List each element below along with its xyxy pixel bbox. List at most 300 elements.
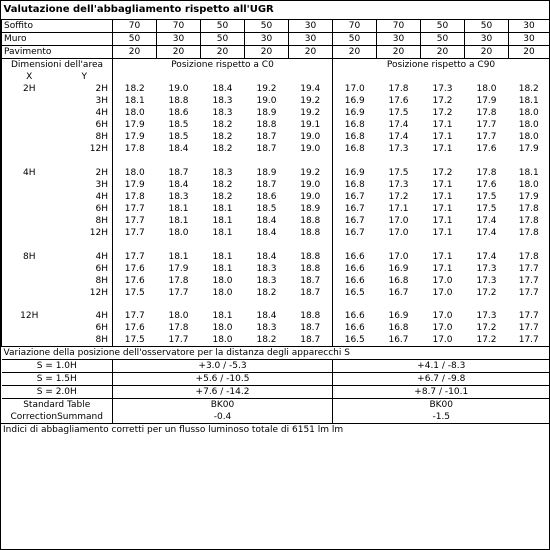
ugr-value-c0: 18.9: [256, 167, 277, 178]
ugr-table: [1, 1, 550, 423]
standard_table-c90: BK00: [429, 400, 454, 411]
variation-note-row: [2, 347, 550, 360]
reflectance-value: 50: [201, 33, 245, 46]
ugr-value-c90: 17.0: [388, 251, 409, 262]
x-dimension: 12H: [2, 310, 57, 322]
x-dimension: [2, 215, 57, 227]
x-dimension: [2, 287, 57, 299]
ugr-value-c90: 17.1: [432, 227, 453, 238]
y-dimension: 3H: [57, 179, 113, 191]
ugr-value-c0: 18.4: [212, 84, 233, 94]
cell: [113, 155, 333, 167]
table-row: [2, 203, 550, 215]
ugr-value-c90: 17.7: [476, 132, 497, 142]
ugr-value-c0: 18.0: [168, 227, 189, 238]
ugr-value-c90: 16.6: [344, 251, 365, 262]
y-dimension: 12H: [57, 143, 113, 155]
ugr-value-c0: 18.1: [212, 215, 233, 226]
ugr-value-c90: 17.0: [388, 227, 409, 238]
reflectance-value: 30: [465, 33, 509, 46]
ugr-value-c0: 18.7: [256, 144, 277, 154]
group-gap-row: [2, 299, 550, 311]
ugr-value-c0: 18.9: [256, 108, 277, 118]
position-c90-header: Posizione rispetto a C90: [333, 59, 550, 72]
standard_table-row: [2, 399, 550, 412]
column-subheader-row: [2, 71, 550, 83]
ugr-value-c90: 17.1: [388, 203, 409, 214]
cell: [333, 239, 550, 251]
ugr-value-c90: 17.5: [388, 167, 409, 178]
y-dimension: 3H: [57, 95, 113, 107]
ugr-value-c0: 17.9: [124, 120, 145, 130]
table-row: [2, 215, 550, 227]
cell: [57, 239, 113, 251]
column-header-row: [2, 59, 550, 72]
ugr-value-c90: 17.1: [432, 251, 453, 262]
ugr-value-c90: 17.1: [432, 179, 453, 190]
spacing-label: S = 1.5H: [2, 373, 113, 386]
reflectance-value: 50: [201, 20, 245, 33]
reflectance-value: 70: [333, 20, 377, 33]
y-dimension: 2H: [57, 83, 113, 95]
ugr-value-c0: 18.5: [168, 120, 189, 130]
reflectance-value: 30: [289, 20, 333, 33]
x-dimension: [2, 95, 57, 107]
ugr-value-c0: 19.0: [256, 96, 277, 106]
spacing-row: [2, 360, 550, 373]
ugr-value-c0: 18.1: [212, 251, 233, 262]
y-dimension: 12H: [57, 287, 113, 299]
ugr-value-c0: 18.0: [168, 311, 189, 322]
ugr-value-c0: 18.1: [212, 227, 233, 238]
ugr-value-c90: 17.4: [476, 215, 497, 226]
x-dimension: 8H: [2, 251, 57, 263]
ugr-value-c0: 18.2: [212, 191, 233, 202]
spacing-c0-value: +3.0 / -5.3: [113, 360, 333, 373]
ugr-value-c90: 16.6: [344, 275, 365, 286]
reflectance-value: 50: [245, 20, 289, 33]
ugr-value-c90: 17.4: [388, 132, 409, 142]
ugr-value-c0: 18.1: [212, 203, 233, 214]
ugr-value-c90: 17.3: [476, 263, 497, 274]
x-dimension: [2, 227, 57, 239]
cell: [57, 299, 113, 311]
ugr-value-c0: 18.4: [256, 251, 277, 262]
cell: [113, 239, 333, 251]
position-c0-header: Posizione rispetto a C0: [113, 59, 333, 72]
table-row: [2, 107, 550, 119]
ugr-value-c90: 17.9: [509, 143, 550, 155]
ugr-value-c0: 18.3: [256, 275, 277, 286]
reflectance-label: Pavimento: [2, 46, 113, 59]
ugr-value-c90: 16.8: [344, 132, 365, 142]
cell: [2, 239, 57, 251]
ugr-value-c90: 17.8: [509, 227, 550, 239]
ugr-value-c90: 16.6: [344, 311, 365, 322]
ugr-value-c0: 17.7: [168, 335, 189, 346]
ugr-value-c0: 17.8: [168, 275, 189, 286]
ugr-value-c0: 17.5: [124, 287, 145, 298]
ugr-value-c0: 17.7: [124, 227, 145, 238]
reflectance-value: 30: [509, 20, 550, 33]
ugr-value-c90: 17.2: [476, 287, 497, 298]
ugr-value-c90: 16.7: [344, 215, 365, 226]
reflectance-value: 20: [377, 46, 421, 59]
ugr-value-c0: 18.8: [289, 227, 333, 239]
y-dimension: 8H: [57, 275, 113, 287]
ugr-value-c0: 19.0: [289, 131, 333, 143]
table-row: [2, 191, 550, 203]
ugr-value-c90: 17.2: [476, 335, 497, 346]
y-dimension: 2H: [57, 167, 113, 179]
ugr-value-c0: 17.6: [124, 275, 145, 286]
ugr-value-c90: 17.2: [432, 167, 453, 178]
ugr-value-c90: 17.3: [476, 275, 497, 286]
y-dimension: 4H: [57, 191, 113, 203]
y-dimension: 8H: [57, 334, 113, 347]
ugr-value-c90: 16.9: [388, 311, 409, 322]
spacing-c0-value: +5.6 / -10.5: [113, 373, 333, 386]
ugr-value-c0: 19.2: [289, 95, 333, 107]
ugr-value-c90: 17.7: [509, 310, 550, 322]
y-dimension: 8H: [57, 131, 113, 143]
spacing-c0-value: +7.6 / -14.2: [113, 386, 333, 399]
ugr-value-c90: 17.6: [388, 96, 409, 106]
ugr-value-c0: 19.0: [168, 84, 189, 94]
ugr-value-c0: 18.7: [168, 167, 189, 178]
correction-row: [2, 411, 550, 423]
reflectance-value: 30: [377, 33, 421, 46]
ugr-value-c90: 17.7: [509, 287, 550, 299]
ugr-value-c90: 18.1: [509, 95, 550, 107]
table-row: [2, 287, 550, 299]
ugr-value-c0: 17.9: [124, 179, 145, 190]
ugr-value-c90: 17.7: [509, 263, 550, 275]
x-dimension: [2, 143, 57, 155]
y-dimension: 8H: [57, 215, 113, 227]
x-dimension: [2, 119, 57, 131]
ugr-value-c0: 18.7: [289, 334, 333, 347]
ugr-value-c0: 17.5: [124, 335, 145, 346]
ugr-value-c0: 18.4: [256, 311, 277, 322]
ugr-value-c0: 19.0: [289, 191, 333, 203]
ugr-value-c90: 16.7: [344, 203, 365, 214]
ugr-value-c90: 16.6: [344, 323, 365, 334]
ugr-value-c90: 17.8: [509, 215, 550, 227]
x-dimension: [2, 191, 57, 203]
reflectance-value: 20: [201, 46, 245, 59]
ugr-value-c0: 17.7: [124, 251, 145, 262]
spacing-label: S = 2.0H: [2, 386, 113, 399]
y-label: Y: [57, 71, 113, 83]
reflectance-value: 20: [509, 46, 550, 59]
ugr-value-c90: 17.1: [432, 203, 453, 214]
ugr-value-c90: 17.8: [509, 203, 550, 215]
ugr-value-c90: 16.8: [344, 120, 365, 130]
ugr-value-c90: 17.9: [509, 191, 550, 203]
spacing-label: S = 1.0H: [2, 360, 113, 373]
ugr-value-c0: 18.7: [256, 179, 277, 190]
ugr-value-c90: 17.3: [432, 84, 453, 94]
ugr-value-c90: 17.8: [509, 251, 550, 263]
ugr-value-c0: 18.8: [289, 215, 333, 227]
ugr-value-c90: 16.5: [344, 335, 365, 346]
footer-note: Indici di abbagliamento corretti per un flusso luminoso totale di 6151 lm lm: [1, 423, 549, 437]
ugr-value-c0: 18.6: [256, 191, 277, 202]
ugr-value-c90: 17.3: [388, 144, 409, 154]
table-row: [2, 179, 550, 191]
reflectance-value: 50: [421, 20, 465, 33]
ugr-value-c0: 18.5: [256, 203, 277, 214]
table-row: [2, 143, 550, 155]
correction-c90: -1.5: [432, 412, 451, 423]
ugr-value-c90: 17.1: [432, 215, 453, 226]
ugr-value-c0: 18.2: [212, 132, 233, 142]
x-dimension: [2, 322, 57, 334]
standard_table-label: Standard Table: [2, 399, 113, 412]
ugr-value-c0: 18.4: [168, 144, 189, 154]
x-dimension: [2, 203, 57, 215]
ugr-value-c90: 17.3: [476, 311, 497, 322]
spacing-c90-value: +4.1 / -8.3: [333, 360, 550, 373]
ugr-value-c90: 17.0: [432, 311, 453, 322]
ugr-value-c90: 18.2: [509, 83, 550, 95]
y-dimension: 6H: [57, 119, 113, 131]
table-row: [2, 251, 550, 263]
reflectance-value: 30: [289, 33, 333, 46]
reflectance-value: 70: [377, 20, 421, 33]
ugr-value-c0: 18.2: [256, 335, 277, 346]
table-row: [2, 227, 550, 239]
ugr-value-c0: 18.8: [289, 263, 333, 275]
ugr-value-c0: 18.8: [289, 310, 333, 322]
ugr-value-c90: 17.0: [344, 84, 365, 94]
table-row: [2, 263, 550, 275]
reflectance-value: 20: [421, 46, 465, 59]
reflectance-value: 20: [113, 46, 157, 59]
ugr-value-c90: 17.0: [432, 287, 453, 298]
ugr-value-c90: 16.7: [344, 227, 365, 238]
y-dimension: 4H: [57, 310, 113, 322]
ugr-value-c90: 17.8: [388, 84, 409, 94]
ugr-value-c90: 17.5: [388, 108, 409, 118]
ugr-value-c90: 16.9: [344, 108, 365, 118]
ugr-value-c90: 17.5: [476, 191, 497, 202]
x-dimension: [2, 179, 57, 191]
ugr-value-c90: 17.4: [388, 120, 409, 130]
group-gap-row: [2, 239, 550, 251]
ugr-value-c90: 17.0: [432, 335, 453, 346]
ugr-value-c0: 18.3: [256, 263, 277, 274]
ugr-value-c90: 17.2: [432, 108, 453, 118]
y-dimension: 6H: [57, 263, 113, 275]
ugr-value-c90: 17.7: [509, 275, 550, 287]
spacing-c90-value: +8.7 / -10.1: [333, 386, 550, 399]
reflectance-value: 50: [113, 33, 157, 46]
ugr-value-c0: 17.7: [124, 203, 145, 214]
ugr-value-c90: 18.0: [509, 119, 550, 131]
reflectance-value: 30: [157, 33, 201, 46]
y-dimension: 4H: [57, 251, 113, 263]
title-row: [2, 1, 550, 20]
ugr-value-c0: 18.1: [124, 96, 145, 106]
ugr-value-c90: 17.0: [388, 215, 409, 226]
ugr-value-c0: 17.8: [124, 191, 145, 202]
ugr-value-c90: 16.8: [344, 179, 365, 190]
ugr-value-c0: 18.9: [289, 203, 333, 215]
cell: [333, 155, 550, 167]
ugr-value-c90: 16.9: [344, 96, 365, 106]
ugr-value-c90: 17.6: [476, 144, 497, 154]
ugr-value-c0: 18.3: [256, 323, 277, 334]
reflectance-row: [2, 46, 550, 59]
ugr-value-c90: 17.9: [476, 96, 497, 106]
ugr-value-c0: 18.7: [256, 132, 277, 142]
reflectance-value: 30: [245, 33, 289, 46]
x-dimension: [2, 275, 57, 287]
reflectance-label: Muro: [2, 33, 113, 46]
ugr-value-c0: 17.7: [168, 287, 189, 298]
ugr-value-c90: 17.0: [432, 323, 453, 334]
ugr-value-c90: 17.7: [476, 120, 497, 130]
ugr-value-c0: 18.2: [212, 120, 233, 130]
cell: [2, 155, 57, 167]
ugr-value-c0: 19.2: [289, 107, 333, 119]
ugr-value-c0: 18.4: [256, 227, 277, 238]
ugr-value-c0: 18.2: [256, 287, 277, 298]
ugr-value-c0: 18.1: [168, 215, 189, 226]
spacing-row: [2, 373, 550, 386]
table-row: [2, 322, 550, 334]
table-row: [2, 131, 550, 143]
cell: [113, 299, 333, 311]
ugr-value-c0: 18.2: [212, 179, 233, 190]
ugr-value-c90: 18.0: [509, 131, 550, 143]
ugr-value-c0: 18.8: [168, 96, 189, 106]
ugr-value-c90: 17.4: [476, 227, 497, 238]
spacing-c90-value: +6.7 / -9.8: [333, 373, 550, 386]
ugr-value-c90: 16.8: [344, 144, 365, 154]
ugr-value-c90: 17.6: [476, 179, 497, 190]
c0-spacer: [113, 71, 333, 83]
reflectance-label: Soffito: [2, 20, 113, 33]
correction-label: CorrectionSummand: [2, 411, 113, 423]
ugr-value-c0: 18.3: [212, 108, 233, 118]
ugr-value-c0: 17.9: [124, 132, 145, 142]
ugr-value-c90: 17.5: [476, 203, 497, 214]
cell: [57, 155, 113, 167]
reflectance-value: 20: [245, 46, 289, 59]
ugr-value-c90: 17.1: [432, 144, 453, 154]
x-dimension: [2, 263, 57, 275]
ugr-value-c90: 18.1: [509, 167, 550, 179]
reflectance-value: 30: [509, 33, 550, 46]
ugr-value-c0: 19.0: [289, 179, 333, 191]
ugr-value-c0: 18.0: [124, 167, 145, 178]
ugr-value-c0: 17.6: [124, 263, 145, 274]
table-row: [2, 83, 550, 95]
ugr-value-c0: 18.8: [289, 251, 333, 263]
ugr-value-c0: 18.2: [212, 144, 233, 154]
ugr-value-c90: 18.0: [509, 179, 550, 191]
reflectance-row: [2, 33, 550, 46]
spacing-row: [2, 386, 550, 399]
ugr-value-c0: 17.7: [124, 215, 145, 226]
ugr-value-c0: 18.0: [212, 323, 233, 334]
x-dimension: [2, 107, 57, 119]
ugr-value-c90: 16.7: [388, 287, 409, 298]
ugr-value-c90: 16.7: [344, 191, 365, 202]
reflectance-value: 70: [113, 20, 157, 33]
x-dimension: 4H: [2, 167, 57, 179]
y-dimension: 6H: [57, 203, 113, 215]
ugr-value-c0: 18.1: [168, 203, 189, 214]
ugr-value-c0: 17.8: [168, 323, 189, 334]
x-dimension: 2H: [2, 83, 57, 95]
ugr-value-c90: 17.7: [509, 334, 550, 347]
ugr-value-c0: 18.3: [212, 96, 233, 106]
y-dimension: 6H: [57, 322, 113, 334]
ugr-value-c90: 16.5: [344, 287, 365, 298]
ugr-value-c0: 19.0: [289, 143, 333, 155]
dimension-header: Dimensioni dell'area: [2, 59, 113, 72]
ugr-value-c0: 18.6: [168, 108, 189, 118]
ugr-value-c0: 18.0: [212, 275, 233, 286]
ugr-value-c0: 18.8: [256, 120, 277, 130]
ugr-value-c0: 18.7: [289, 322, 333, 334]
ugr-value-c0: 18.1: [212, 311, 233, 322]
reflectance-row: [2, 20, 550, 33]
group-gap-row: [2, 155, 550, 167]
ugr-value-c90: 18.0: [509, 107, 550, 119]
ugr-value-c0: 18.4: [256, 215, 277, 226]
ugr-value-c90: 17.4: [476, 251, 497, 262]
ugr-value-c0: 18.0: [212, 287, 233, 298]
ugr-value-c90: 17.2: [476, 323, 497, 334]
ugr-value-c0: 19.4: [289, 83, 333, 95]
ugr-value-c0: 17.9: [168, 263, 189, 274]
ugr-value-c90: 18.0: [476, 84, 497, 94]
reflectance-value: 20: [333, 46, 377, 59]
reflectance-value: 20: [465, 46, 509, 59]
ugr-value-c90: 17.8: [476, 108, 497, 118]
ugr-value-c0: 18.2: [124, 84, 145, 94]
ugr-value-c0: 18.7: [289, 287, 333, 299]
correction-c0: -0.4: [113, 411, 333, 423]
ugr-value-c0: 17.7: [124, 311, 145, 322]
ugr-value-c90: 16.9: [388, 263, 409, 274]
table-row: [2, 310, 550, 322]
y-dimension: 4H: [57, 107, 113, 119]
ugr-value-c90: 16.6: [344, 263, 365, 274]
y-dimension: 12H: [57, 227, 113, 239]
reflectance-value: 50: [333, 33, 377, 46]
ugr-value-c90: 17.3: [388, 179, 409, 190]
x-dimension: [2, 334, 57, 347]
ugr-value-c0: 19.2: [256, 84, 277, 94]
page-title: Valutazione dell'abbagliamento rispetto all'UGR: [3, 4, 274, 15]
reflectance-value: 50: [421, 33, 465, 46]
ugr-value-c90: 17.2: [432, 96, 453, 106]
reflectance-value: 20: [289, 46, 333, 59]
ugr-value-c0: 18.1: [212, 263, 233, 274]
standard_table-c0: BK00: [113, 399, 333, 412]
ugr-value-c0: 18.7: [289, 275, 333, 287]
ugr-value-c90: 17.0: [432, 275, 453, 286]
ugr-value-c0: 18.0: [212, 335, 233, 346]
ugr-value-c0: 18.4: [168, 179, 189, 190]
ugr-value-c0: 17.8: [124, 144, 145, 154]
